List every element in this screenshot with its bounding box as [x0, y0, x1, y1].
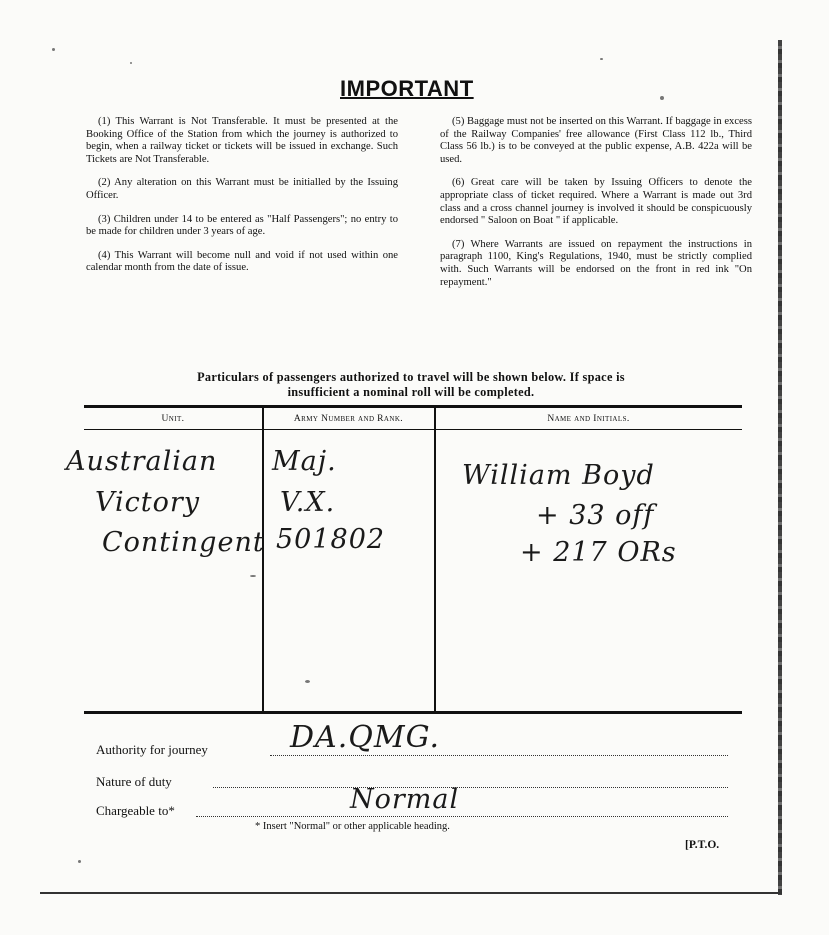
scan-speck	[52, 48, 55, 51]
authority-value: DA.QMG.	[290, 720, 440, 755]
instructions-right-column	[440, 116, 752, 300]
scan-speck	[660, 96, 664, 100]
table-bottom-rule	[84, 711, 742, 714]
instruction-6: (6) Great care will be taken by Issuing Officers to denote the appropriate class of ticket required. Where a Warrant is made out 3rd class and a cross channel journey is involved it should be conspicuously endorsed " Saloon on Boat " if applicable.	[440, 177, 752, 227]
torn-right-edge	[778, 40, 782, 895]
name-line-2: + 33 off	[536, 500, 655, 531]
header-name-initials: Name and Initials.	[547, 414, 630, 424]
header-army-number-rank: Army Number and Rank.	[293, 414, 404, 424]
unit-line-1: Australian	[66, 446, 218, 477]
rank-line-1: Maj.	[272, 446, 337, 477]
instruction-7: (7) Where Warrants are issued on repayment the instructions in paragraph 1100, King's Regulations, 1940, must be strictly complied with. Such Warrants will be endorsed on the front in red ink "On repayment."	[440, 238, 752, 288]
unit-line-2: Victory	[95, 487, 201, 518]
instruction-4: (4) This Warrant will become null and void if not used within one calendar month from the date of issue.	[86, 249, 398, 274]
bottom-edge-line	[40, 892, 780, 894]
header-unit: Unit.	[161, 414, 185, 424]
table-header-rule	[84, 429, 742, 430]
authority-label: Authority for journey	[96, 742, 208, 757]
important-heading: IMPORTANT	[340, 76, 474, 101]
table-top-rule	[84, 405, 742, 408]
footnote: * Insert "Normal" or other applicable heading.	[255, 821, 450, 832]
table-column-divider-2	[434, 405, 436, 711]
instruction-3: (3) Children under 14 to be entered as "Half Passengers"; no entry to be made for children under 3 years of age.	[86, 213, 398, 238]
scan-speck	[305, 680, 310, 683]
instruction-2: (2) Any alteration on this Warrant must be initialled by the Issuing Officer.	[86, 177, 398, 201]
particulars-line-2: insufficient a nominal roll will be completed.	[287, 385, 535, 399]
scan-speck	[78, 860, 81, 863]
rank-line-3: 501802	[276, 524, 386, 555]
chargeable-dotted-line	[196, 816, 728, 817]
name-line-1: William Boyd	[462, 460, 655, 491]
instruction-5: (5) Baggage must not be inserted on this Warrant. If baggage in excess of the Railway Companies' free allowance (First Class 112 lb., Third Class 56 lb.) is to be conveyed at the public expense, A.B. 422a will be used.	[440, 116, 752, 165]
chargeable-to-label: Chargeable to*	[96, 803, 175, 818]
instructions-left-column	[86, 116, 398, 286]
nature-dotted-line	[213, 787, 728, 788]
rank-line-2: V.X.	[280, 487, 336, 518]
pto-marker: [P.T.O.	[685, 839, 720, 851]
nature-of-duty-label: Nature of duty	[96, 774, 172, 789]
scan-speck	[130, 62, 132, 64]
unit-line-3: Contingent	[102, 527, 265, 558]
authority-dotted-line	[270, 755, 728, 756]
particulars-notice	[96, 370, 726, 400]
particulars-line-1: Particulars of passengers authorized to travel will be shown below. If space is	[197, 370, 625, 384]
scan-speck	[600, 58, 603, 60]
instruction-1: (1) This Warrant is Not Transferable. It must be presented at the Booking Office of the Station from which the journey is authorized to begin, when a railway ticket or tickets will be issued in exchange. Such Tickets are Not Transferable.	[86, 116, 398, 165]
name-line-3: + 217 ORs	[520, 537, 677, 568]
scan-speck	[250, 575, 256, 577]
chargeable-to-value: Normal	[350, 784, 460, 815]
